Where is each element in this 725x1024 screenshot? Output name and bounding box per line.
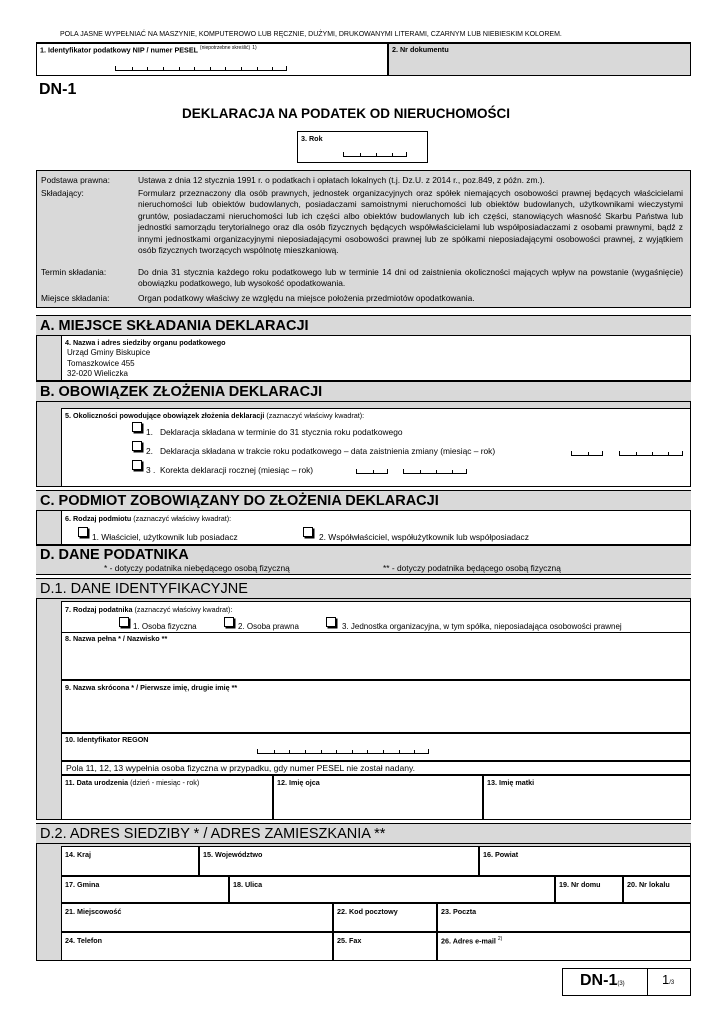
- digit-tick: [225, 67, 226, 70]
- digit-tick: [399, 750, 400, 753]
- address-line: 32-020 Wieliczka: [67, 369, 128, 378]
- digit-tick: [383, 750, 384, 753]
- field-3-label: 3. Rok: [301, 134, 323, 143]
- field-1-note: (niepotrzebne skreślić): [199, 45, 251, 51]
- field-3-year[interactable]: [297, 131, 428, 163]
- field-23-post-office[interactable]: [437, 903, 691, 932]
- field-4-tax-office: [61, 336, 691, 381]
- field-11-label: 11. Data urodzenia: [65, 778, 129, 787]
- field-5-label: 5. Okoliczności powodujące obowiązek złożenia deklaracji: [65, 411, 265, 420]
- field-4-label: 4. Nazwa i adres siedziby organu podatkowego: [65, 338, 226, 347]
- checkbox-b1[interactable]: [132, 422, 142, 432]
- option-d1-1: 1. Osoba fizyczna: [133, 622, 197, 631]
- digit-tick: [376, 153, 377, 156]
- field-1-nip-pesel[interactable]: [36, 43, 388, 76]
- field-16-county[interactable]: [479, 846, 691, 876]
- regon-ticks: [257, 749, 429, 754]
- field-12-father-name[interactable]: [273, 775, 483, 820]
- pesel-note-row: [61, 761, 691, 775]
- digit-tick: [414, 750, 415, 753]
- digit-tick: [179, 67, 180, 70]
- field-5-note: (zaznaczyć właściwy kwadrat):: [266, 411, 365, 420]
- note-natural-person: ** - dotyczy podatnika będącego osobą fizyczną: [383, 563, 561, 573]
- field-8-full-name[interactable]: [61, 632, 691, 680]
- digit-tick: [210, 67, 211, 70]
- field-7-label: 7. Rodzaj podatnika: [65, 605, 133, 614]
- digit-tick: [652, 452, 653, 455]
- checkbox-b3[interactable]: [132, 460, 142, 470]
- field-21-label: 21. Miejscowość: [65, 907, 122, 916]
- field-24-phone[interactable]: [61, 932, 333, 961]
- digit-tick: [452, 470, 453, 473]
- digit-tick: [194, 67, 195, 70]
- digit-tick: [588, 452, 589, 455]
- option-d1-3: 3. Jednostka organizacyjna, w tym spółka, nieposiadająca osobowości prawnej: [342, 622, 622, 631]
- field-16-label: 16. Powiat: [483, 850, 519, 859]
- checkbox-c2[interactable]: [303, 527, 313, 537]
- field-9-short-name[interactable]: [61, 680, 691, 733]
- field-17-label: 17. Gmina: [65, 880, 100, 889]
- footer-version: (3): [617, 981, 625, 987]
- digit-tick: [360, 153, 361, 156]
- field-21-locality[interactable]: [61, 903, 333, 932]
- digit-tick: [132, 67, 133, 70]
- digit-tick: [352, 750, 353, 753]
- field-10-regon[interactable]: [61, 733, 691, 761]
- form-title: DEKLARACJA NA PODATEK OD NIERUCHOMOŚCI: [182, 106, 511, 121]
- field-24-label: 24. Telefon: [65, 936, 103, 945]
- b2-month-ticks: [571, 451, 603, 456]
- field-14-country[interactable]: [61, 846, 199, 876]
- checkbox-d1-2[interactable]: [224, 617, 234, 627]
- digit-tick: [392, 153, 393, 156]
- field-14-label: 14. Kraj: [65, 850, 91, 859]
- preamble-label-legal-basis: Podstawa prawna:: [41, 175, 110, 185]
- digit-tick: [636, 452, 637, 455]
- form-code: DN-1: [39, 81, 77, 98]
- digit-tick: [336, 750, 337, 753]
- digit-tick: [241, 67, 242, 70]
- field-25-label: 25. Fax: [337, 936, 362, 945]
- section-b-header: B. OBOWIĄZEK ZŁOŻENIA DEKLARACJI: [36, 381, 691, 402]
- field-26-email[interactable]: [437, 932, 691, 961]
- preamble-text-legal-basis: Ustawa z dnia 12 stycznia 1991 r. o podatkach i opłatach lokalnych (t.j. Dz.U. z 2014 r., poz.849, z późn. zm.).: [138, 175, 545, 185]
- checkbox-d1-1[interactable]: [119, 617, 129, 627]
- preamble-text-place: Organ podatkowy właściwy ze względu na miejsce położenia przedmiotów opodatkowania.: [138, 293, 475, 303]
- checkbox-d1-3[interactable]: [326, 617, 336, 627]
- digit-tick: [373, 470, 374, 473]
- option-b3: 3 . Korekta deklaracji rocznej (miesiąc – rok): [146, 465, 314, 475]
- field-26-label: 26. Adres e-mail: [441, 936, 496, 946]
- field-1-label: 1. Identyfikator podatkowy NIP / numer PESEL: [40, 45, 198, 55]
- digit-tick: [305, 750, 306, 753]
- field-12-label: 12. Imię ojca: [277, 778, 320, 787]
- field-18-street[interactable]: [229, 876, 555, 903]
- digit-tick: [436, 470, 437, 473]
- digit-tick: [321, 750, 322, 753]
- field-1-footnote: 1): [252, 45, 257, 51]
- preamble-label-place: Miejsce składania:: [41, 293, 110, 303]
- address-line: Tomaszkowice 455: [67, 358, 135, 368]
- field-26-footnote: 2): [497, 936, 503, 942]
- digit-tick: [272, 67, 273, 70]
- field-11-note: (dzień - miesiąc - rok): [130, 778, 200, 787]
- field-19-house-number[interactable]: [555, 876, 623, 903]
- field-23-label: 23. Poczta: [441, 907, 477, 916]
- field-22-label: 22. Kod pocztowy: [337, 907, 398, 916]
- field-22-postal-code[interactable]: [333, 903, 437, 932]
- field-8-label: 8. Nazwa pełna * / Nazwisko **: [65, 634, 168, 643]
- field-15-label: 15. Województwo: [203, 850, 263, 859]
- field-6-note: (zaznaczyć właściwy kwadrat):: [133, 514, 232, 523]
- field-18-label: 18. Ulica: [233, 880, 263, 889]
- digit-tick: [420, 470, 421, 473]
- preamble-text-deadline: Do dnia 31 stycznia każdego roku podatkowego lub w terminie 14 dni od zaistnienia okoliczności mających wpływ na powstanie (wygaśnięcie) obowiązku podatkowego, lub wysokość opodatkowania.: [138, 267, 683, 289]
- option-d1-2: 2. Osoba prawna: [238, 622, 299, 631]
- field-9-label: 9. Nazwa skrócona * / Pierwsze imię, drugie imię **: [65, 683, 238, 692]
- field-20-apartment-number[interactable]: [623, 876, 691, 903]
- field-15-voivodeship[interactable]: [199, 846, 479, 876]
- preamble-label-deadline: Termin składania:: [41, 267, 107, 277]
- footer-page-total: /3: [669, 980, 675, 986]
- field-2-label: 2. Nr dokumentu: [392, 45, 449, 54]
- footer-page-number: 1/3: [662, 972, 675, 987]
- digit-tick: [257, 67, 258, 70]
- pesel-note: Pola 11, 12, 13 wypełnia osoba fizyczna w przypadku, gdy numer PESEL nie został nadany.: [66, 763, 416, 773]
- b2-year-ticks: [619, 451, 683, 456]
- digit-tick: [274, 750, 275, 753]
- option-c2: 2. Współwłaściciel, współużytkownik lub współposiadacz: [319, 532, 529, 542]
- field-13-label: 13. Imię matki: [487, 778, 535, 787]
- digit-tick: [163, 67, 164, 70]
- digit-tick: [367, 750, 368, 753]
- section-c-header: C. PODMIOT ZOBOWIĄZANY DO ZŁOŻENIA DEKLARACJI: [36, 490, 691, 511]
- option-b1: 1. Deklaracja składana w terminie do 31 stycznia roku podatkowego: [146, 427, 403, 437]
- tax-office-address: [67, 348, 150, 380]
- field-2-document-number: [388, 43, 691, 76]
- preamble-text-submitter: Formularz przeznaczony dla osób prawnych, jednostek organizacyjnych oraz spółek niemających osobowości prawnej będących właścicielami nieruchomości lub obiektów budowlanych, posiadaczami samoistnymi nieruchomości lub obiektów budowlanych, użytkownikami wieczystymi gruntów, posiadaczami nieruchomości lub ich części albo obiektów budowlanych lub ich części, stanowiących własność Skarbu Państwa lub jednostki samorządu terytorialnego oraz dla osób fizycznych będących współwłaścicielami lub współposiadaczami z osobami prawnymi, bądź z innymi jednostkami organizacyjnymi nieposiadającymi osobowości prawnej lub ze spółkami nieposiadającymi osobowości prawnej, z wyjątkiem osób fizycznych tworzących wspólnotę mieszkaniową.: [138, 188, 683, 256]
- section-d-title: D. DANE PODATNIKA: [40, 547, 189, 563]
- field-19-label: 19. Nr domu: [559, 880, 601, 889]
- digit-tick: [668, 452, 669, 455]
- year-ticks: [343, 152, 407, 157]
- digit-tick: [289, 750, 290, 753]
- field-11-birth-date[interactable]: [61, 775, 273, 820]
- field-6-label: 6. Rodzaj podmiotu: [65, 514, 132, 523]
- b3-month-ticks: [356, 469, 388, 474]
- option-b2: 2. Deklaracja składana w trakcie roku podatkowego – data zaistnienia zmiany (miesiąc – rok): [146, 446, 496, 456]
- field-7-note: (zaznaczyć właściwy kwadrat):: [134, 605, 233, 614]
- checkbox-b2[interactable]: [132, 441, 142, 451]
- b3-year-ticks: [403, 469, 467, 474]
- digit-tick: [147, 67, 148, 70]
- footer-form-code: DN-1(3): [580, 972, 625, 989]
- checkbox-c1[interactable]: [78, 527, 88, 537]
- section-d2-header: D.2. ADRES SIEDZIBY * / ADRES ZAMIESZKANIA **: [36, 823, 691, 844]
- field-17-commune[interactable]: [61, 876, 229, 903]
- nip-pesel-ticks: [115, 66, 287, 71]
- option-c1: 1. Właściciel, użytkownik lub posiadacz: [92, 532, 238, 542]
- address-line: Urząd Gminy Biskupice: [67, 348, 151, 357]
- field-20-label: 20. Nr lokalu: [627, 880, 670, 889]
- preamble-label-submitter: Składający:: [41, 188, 84, 198]
- note-non-natural-person: * - dotyczy podatnika niebędącego osobą fizyczną: [104, 563, 290, 573]
- field-10-label: 10. Identyfikator REGON: [65, 735, 149, 744]
- top-note: POLA JASNE WYPEŁNIAĆ NA MASZYNIE, KOMPUTEROWO LUB RĘCZNIE, DUŻYMI, DRUKOWANYMI LITERAMI, CZARNYM LUB NIEBIESKIM KOLOREM.: [60, 31, 562, 38]
- section-d1-header: D.1. DANE IDENTYFIKACYJNE: [36, 578, 691, 599]
- section-a-header: A. MIEJSCE SKŁADANIA DEKLARACJI: [36, 315, 691, 336]
- field-25-fax[interactable]: [333, 932, 437, 961]
- field-13-mother-name[interactable]: [483, 775, 691, 820]
